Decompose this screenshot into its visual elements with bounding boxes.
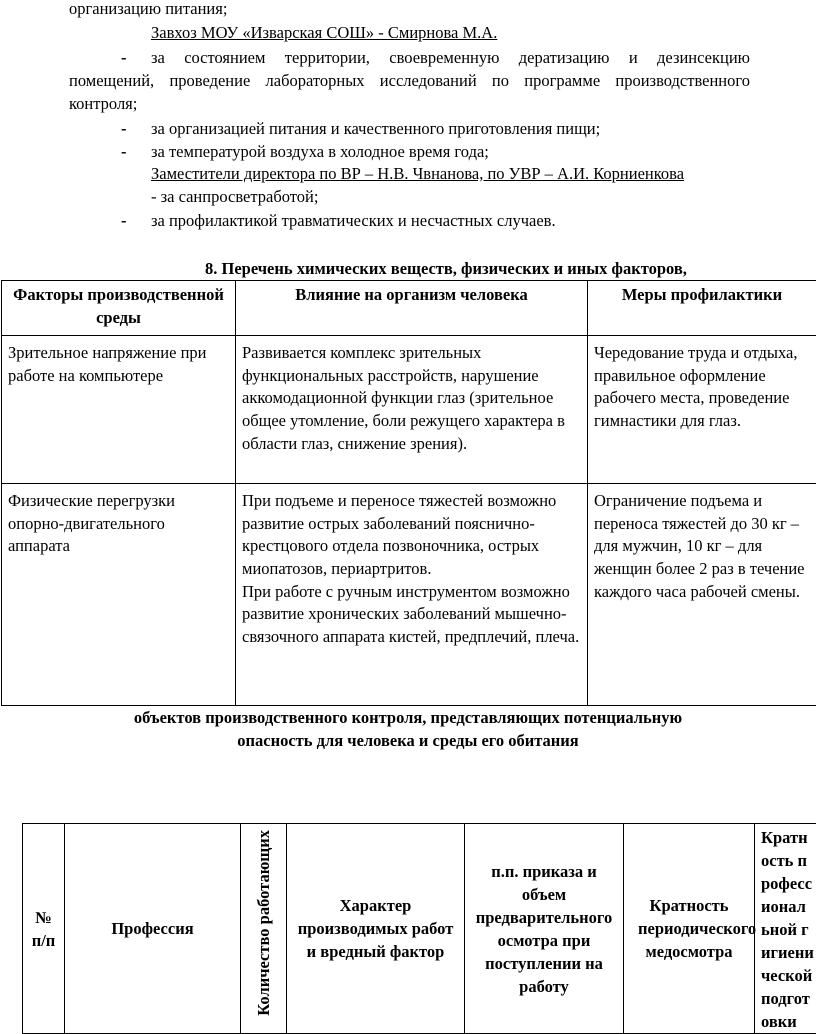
item-injury-prevention: за профилактикой травматических и несчастных случаев. (151, 209, 556, 232)
item-territory-line-3: контроля; (69, 92, 137, 115)
factor-cell: Зрительное напряжение при работе на компьютере (2, 336, 236, 484)
table-row (2, 484, 816, 706)
effect-text-tools: При работе с ручным инструментом возможно развитие хронических заболеваний мышечно-связочного аппарата кистей, предплечий, плеча. (242, 581, 581, 649)
table-header-row (23, 824, 816, 1034)
header-effect: Влияние на организм человека (236, 281, 588, 336)
item-temperature: за температурой воздуха в холодное время года; (151, 140, 489, 163)
prevention-cell: Ограничение подъема и переноса тяжестей до 30 кг – для мужчин, 10 кг – для женщин более 2 раз в течение каждого часа рабочей смены. (588, 484, 816, 706)
table-row (2, 336, 816, 484)
factor-cell: Физические перегрузки опорно-двигательного аппарата (2, 484, 236, 706)
header-number: № п/п (23, 824, 65, 1034)
responsible-caretaker: Завхоз МОУ «Изварская СОШ» - Смирнова М.А. (151, 21, 497, 44)
item-nutrition: за организацией питания и качественного приготовления пищи; (151, 117, 600, 140)
profession-table (22, 823, 816, 1034)
header-work-character: Характер производимых работ и вредный фактор (287, 824, 465, 1034)
bullet-dash: - (121, 117, 127, 140)
item-territory-line-1: за состоянием территории, своевременную дератизацию и дезинсекцию (151, 46, 750, 69)
worker-count-label: Количество работающих (255, 830, 273, 1016)
table-header-row (2, 281, 816, 336)
item-territory-line-2: помещений, проведение лабораторных исследований по программе производственного (69, 69, 750, 92)
bullet-dash: - (121, 46, 127, 69)
bullet-dash: - (121, 209, 127, 232)
intro-line-1: организацию питания; (69, 0, 227, 20)
header-checkup-frequency: Кратность периодического медосмотра (624, 824, 755, 1034)
effect-cell: Развивается комплекс зрительных функциональных расстройств, нарушение аккомодационной функции глаз (зрительное общее утомление, боли режущего характера в области глаз, снижение зрения). (236, 336, 588, 484)
responsible-deputies: Заместители директора по ВР – Н.В. Чвнанова, по УВР – А.И. Корниенкова (151, 162, 684, 185)
effect-text-lifting: При подъеме и переносе тяжестей возможно развитие острых заболеваний пояснично-крестцового отдела позвоночника, острых миопатозов, периартритов. (242, 490, 581, 580)
effect-cell (236, 484, 588, 706)
prevention-cell: Чередование труда и отдыха, правильное оформление рабочего места, проведение гимнастики для глаз. (588, 336, 816, 484)
section-8-title: 8. Перечень химических веществ, физических и иных факторов, (205, 257, 687, 280)
header-training-frequency: Кратность профессиональной гигиенической подготовки (755, 824, 816, 1034)
bullet-dash: - (121, 140, 127, 163)
section-8-subtitle-line-1: объектов производственного контроля, представляющих потенциальную (0, 706, 816, 729)
header-worker-count (241, 824, 287, 1034)
header-prevention: Меры профилактики (588, 281, 816, 336)
item-sanitary-education: - за санпросветработой; (151, 185, 318, 208)
header-profession: Профессия (65, 824, 241, 1034)
section-8-subtitle-line-2: опасность для человека и среды его обитания (0, 729, 816, 752)
factors-table (1, 280, 816, 706)
header-order-examination: п.п. приказа и объем предварительного осмотра при поступлении на работу (465, 824, 624, 1034)
header-factors: Факторы производственной среды (2, 281, 236, 336)
